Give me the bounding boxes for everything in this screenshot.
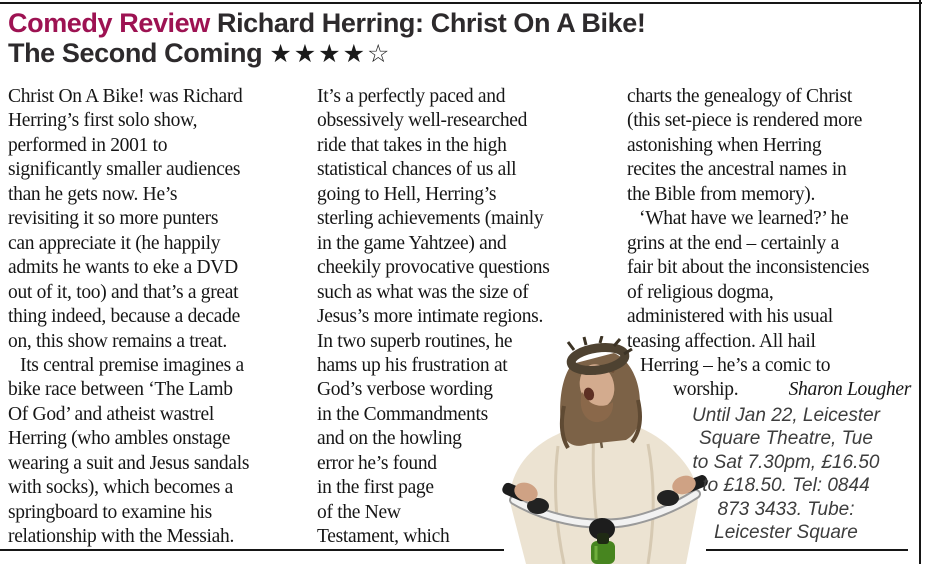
- text-line: fair bit about the inconsistencies: [627, 257, 870, 279]
- text-line: It’s a perfectly paced and: [317, 86, 506, 107]
- headline-line-1: [8, 8, 645, 38]
- text-line: wearing a suit and Jesus sandals: [8, 452, 250, 474]
- text-line: on, this show remains a treat.: [8, 330, 227, 352]
- text-line: recites the ancestral names in: [627, 159, 847, 181]
- text-line: 873 3433. Tube:: [717, 498, 855, 520]
- text-line: charts the genealogy of Christ: [627, 86, 852, 107]
- text-line: (this set-piece is rendered more: [627, 110, 863, 132]
- text-line: springboard to examine his: [8, 501, 212, 523]
- text-line: Herring’s first solo show,: [8, 110, 198, 132]
- top-rule: [0, 2, 922, 4]
- text-line: bike race between ‘The Lamb: [8, 379, 233, 401]
- text-line: the Bible from memory).: [627, 183, 816, 205]
- text-line: to Sat 7.30pm, £16.50: [692, 451, 880, 473]
- text-line: administered with his usual: [627, 306, 833, 328]
- text-line: going to Hell, Herring’s: [317, 183, 497, 205]
- text-line: in the Commandments: [317, 403, 488, 425]
- text-line: with socks), which becomes a: [8, 477, 234, 499]
- text-line: obsessively well-researched: [317, 110, 528, 132]
- text-line: Testament, which: [317, 526, 450, 548]
- text-line: than he gets now. He’s: [8, 183, 178, 205]
- text-line: Christ On A Bike! was Richard: [8, 86, 243, 107]
- text-line: to £18.50. Tel: 0844: [702, 475, 870, 497]
- text-line: such as what was the size of: [317, 281, 529, 303]
- text-line: God’s verbose wording: [317, 379, 493, 401]
- text-line: teasing affection. All hail: [627, 330, 816, 352]
- star-empty-icon: ☆: [366, 39, 392, 68]
- venue-listing: [660, 404, 912, 544]
- text-line: significantly smaller audiences: [8, 159, 241, 181]
- text-line: Herring (who ambles onstage: [8, 428, 231, 450]
- byline: Sharon Lougher: [788, 379, 911, 401]
- text-line: revisiting it so more punters: [8, 208, 219, 230]
- text-line: Square Theatre, Tue: [699, 428, 873, 450]
- kicker-label: Comedy Review: [8, 8, 210, 38]
- byline-row: [627, 378, 913, 402]
- text-line: out of it, too) and that’s a great: [8, 281, 239, 303]
- text-line: admits he wants to eke a DVD: [8, 257, 238, 279]
- stars-filled-icon: ★★★★: [269, 39, 367, 68]
- text-line: Until Jan 22, Leicester: [692, 405, 880, 426]
- text-line: Jesus’s more intimate regions.: [317, 306, 544, 328]
- text-line: ‘What have we learned?’ he: [639, 208, 849, 230]
- text-line: ride that takes in the high: [317, 134, 507, 156]
- headline-title: Richard Herring: Christ On A Bike!: [216, 8, 646, 38]
- article-column-3: [627, 85, 913, 403]
- text-line: can appreciate it (he happily: [8, 232, 221, 254]
- text-line: thing indeed, because a decade: [8, 306, 240, 328]
- text-line: Herring – he’s a comic to: [640, 354, 831, 376]
- text-line: relationship with the Messiah.: [8, 526, 235, 548]
- text-line: in the game Yahtzee) and: [317, 232, 507, 254]
- text-line: statistical chances of us all: [317, 159, 517, 181]
- headline-subtitle: The Second Coming: [8, 38, 263, 68]
- text-line: Leicester Square: [714, 522, 858, 544]
- text-line: hams up his frustration at: [317, 354, 508, 376]
- closing-word: worship.: [673, 379, 739, 401]
- text-line: error he’s found: [317, 452, 437, 474]
- text-line: in the first page: [317, 477, 434, 499]
- right-column-rule: [919, 0, 921, 564]
- headline-line-2: [8, 38, 645, 69]
- text-line: and on the howling: [317, 428, 462, 450]
- text-line: In two superb routines, he: [317, 330, 513, 352]
- text-line: sterling achievements (mainly: [317, 208, 544, 230]
- article-column-2: [317, 85, 550, 550]
- text-line: performed in 2001 to: [8, 134, 168, 156]
- text-line: of the New: [317, 501, 401, 523]
- star-rating: [269, 39, 391, 68]
- headline: [8, 8, 645, 69]
- text-line: Of God’ and atheist wastrel: [8, 403, 214, 425]
- text-line: grins at the end – certainly a: [627, 232, 839, 254]
- text-line: astonishing when Herring: [627, 134, 822, 156]
- text-line: cheekily provocative questions: [317, 257, 550, 279]
- article-column-1: [8, 85, 249, 550]
- article-column-3-lines: [627, 85, 913, 378]
- text-line: of religious dogma,: [627, 281, 774, 303]
- text-line: Its central premise imagines a: [20, 354, 244, 376]
